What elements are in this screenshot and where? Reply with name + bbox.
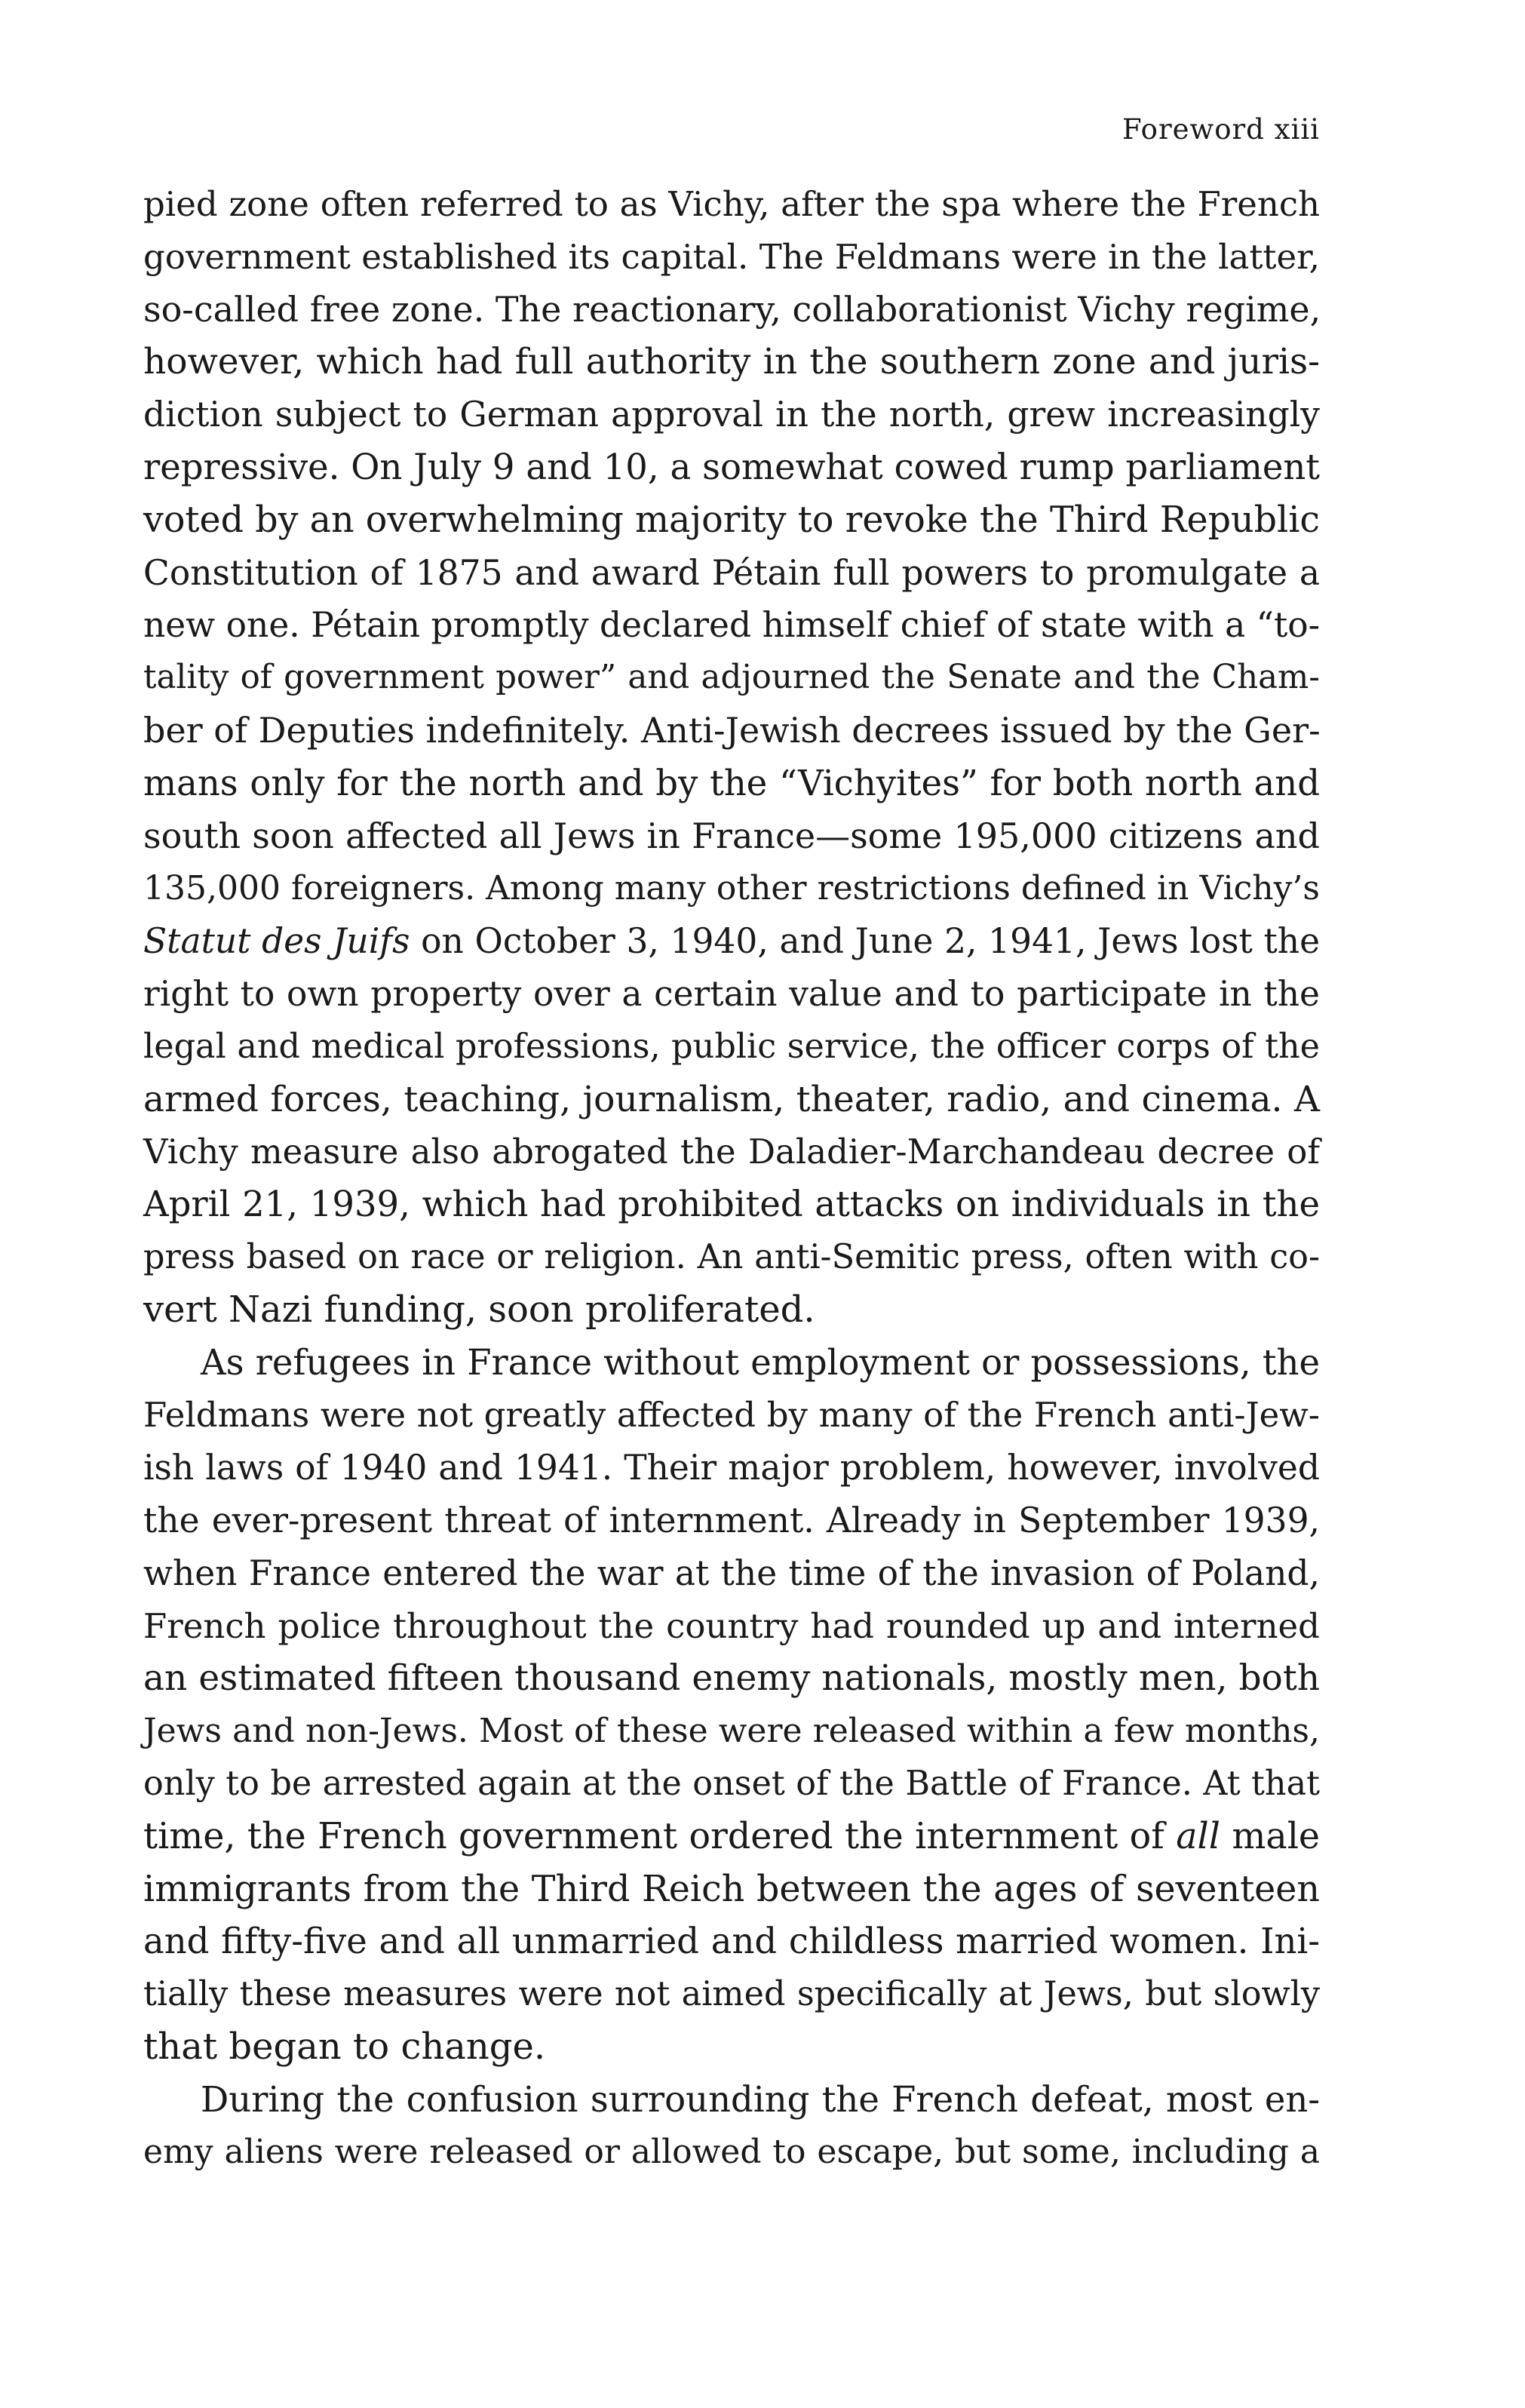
text-line — [143, 757, 1320, 810]
text-line — [143, 1021, 1320, 1073]
line-text: tially these measures were not aimed specifically at Jews, but slowly — [143, 1975, 1320, 2014]
line-text: As refugees in France without employment or possessions, the — [201, 1341, 1320, 1383]
line-text: that began to change. — [143, 2025, 546, 2068]
line-text: the ever-present threat of internment. Already in September 1939, — [143, 1500, 1320, 1540]
text-line — [143, 1968, 1320, 2021]
line-text: on October 3, 1940, and June 2, 1941, Jews lost the — [410, 921, 1320, 962]
line-text: Constitution of 1875 and award Pétain full powers to promulgate a — [143, 552, 1320, 593]
text-line — [143, 1915, 1320, 1968]
text-line — [143, 1337, 1320, 1390]
line-text: legal and medical professions, public service, the officer corps of the — [143, 1027, 1320, 1066]
line-text: April 21, 1939, which had prohibited attacks on individuals in the — [143, 1184, 1320, 1225]
text-line — [143, 2021, 1320, 2074]
line-text: 135,000 foreigners. Among many other restrictions defined in Vichy’s — [143, 869, 1320, 908]
text-line — [143, 389, 1320, 441]
line-text: diction subject to German approval in the north, grew increasingly — [143, 395, 1320, 435]
line-text: ber of Deputies indefinitely. Anti-Jewish decrees issued by the Ger- — [143, 709, 1321, 751]
text-line — [143, 862, 1320, 915]
line-text: Feldmans were not greatly affected by many of the French anti-Jew- — [143, 1395, 1320, 1436]
italic-title: Statut des Juifs — [143, 921, 410, 962]
line-text: only to be arrested again at the onset of the Battle of France. At that — [143, 1764, 1320, 1803]
line-text: time, the French government ordered the internment of — [143, 1815, 1177, 1857]
line-text: right to own property over a certain value and to participate in the — [143, 973, 1320, 1014]
text-line — [143, 705, 1320, 757]
text-line — [143, 441, 1320, 494]
line-text: when France entered the war at the time of the invasion of Poland, — [143, 1553, 1320, 1593]
text-line — [143, 1231, 1320, 1284]
text-line — [143, 1126, 1320, 1178]
text-line — [143, 336, 1320, 389]
text-line — [143, 915, 1320, 968]
text-line — [143, 1758, 1320, 1811]
running-head: Foreword xiii — [1122, 113, 1320, 146]
body-text — [143, 178, 1320, 2179]
line-text: tality of government power” and adjourned the Senate and the Cham- — [143, 659, 1320, 697]
text-line — [143, 652, 1320, 705]
line-text: immigrants from the Third Reich between the ages of seventeen — [143, 1868, 1320, 1910]
line-text: however, which had full authority in the southern zone and juris- — [143, 341, 1320, 383]
text-line — [143, 231, 1320, 284]
text-line — [143, 1863, 1320, 1916]
text-line — [143, 810, 1320, 863]
text-line — [143, 1442, 1320, 1494]
text-line — [143, 1494, 1320, 1547]
line-text: vert Nazi funding, soon proliferated. — [143, 1288, 815, 1331]
line-text: French police throughout the country had rounded up and interned — [143, 1605, 1320, 1646]
text-line — [143, 1389, 1320, 1442]
text-line — [143, 1073, 1320, 1126]
text-line — [143, 968, 1320, 1021]
line-text: ish laws of 1940 and 1941. Their major problem, however, involved — [143, 1448, 1320, 1488]
text-line — [143, 1178, 1320, 1231]
text-line — [143, 1652, 1320, 1705]
line-text: south soon affected all Jews in France—some 195,000 citizens and — [143, 815, 1320, 856]
text-line — [143, 178, 1320, 231]
text-line — [143, 1547, 1320, 1600]
text-line — [143, 1600, 1320, 1653]
line-text: so-called free zone. The reactionary, collaborationist Vichy regime, — [143, 288, 1321, 330]
text-line — [143, 494, 1320, 547]
line-text: new one. Pétain promptly declared himself chief of state with a “to- — [143, 605, 1320, 646]
line-text: Jews and non-Jews. Most of these were released within a few months, — [143, 1712, 1320, 1751]
text-line — [143, 1284, 1320, 1337]
line-text: pied zone often referred to as Vichy, after the spa where the French — [143, 184, 1320, 224]
line-text: government established its capital. The Feldmans were in the latter, — [143, 236, 1320, 277]
line-text: press based on race or religion. An anti-Semitic press, often with co- — [143, 1237, 1320, 1276]
text-line — [143, 599, 1320, 652]
line-text: an estimated fifteen thousand enemy nationals, mostly men, both — [143, 1657, 1320, 1700]
text-line — [143, 284, 1320, 336]
text-line — [143, 2126, 1320, 2179]
line-text: emy aliens were released or allowed to escape, but some, including a — [143, 2133, 1320, 2172]
line-text: and fifty-five and all unmarried and childless married women. Ini- — [143, 1921, 1320, 1962]
text-line — [143, 1811, 1320, 1863]
text-line — [143, 2074, 1320, 2127]
text-line — [143, 547, 1320, 600]
line-text: armed forces, teaching, journalism, theater, radio, and cinema. A — [143, 1078, 1320, 1120]
text-line — [143, 1705, 1320, 1758]
line-text: voted by an overwhelming majority to revoke the Third Republic — [143, 499, 1320, 541]
italic-emphasis: all — [1176, 1815, 1220, 1857]
line-text: Vichy measure also abrogated the Daladier-Marchandeau decree of — [143, 1132, 1320, 1172]
line-text: male — [1220, 1815, 1320, 1857]
line-text: During the confusion surrounding the French defeat, most en- — [201, 2078, 1320, 2120]
line-text: mans only for the north and by the “Vichyites” for both north and — [143, 762, 1320, 803]
line-text: repressive. On July 9 and 10, a somewhat cowed rump parliament — [143, 446, 1320, 487]
